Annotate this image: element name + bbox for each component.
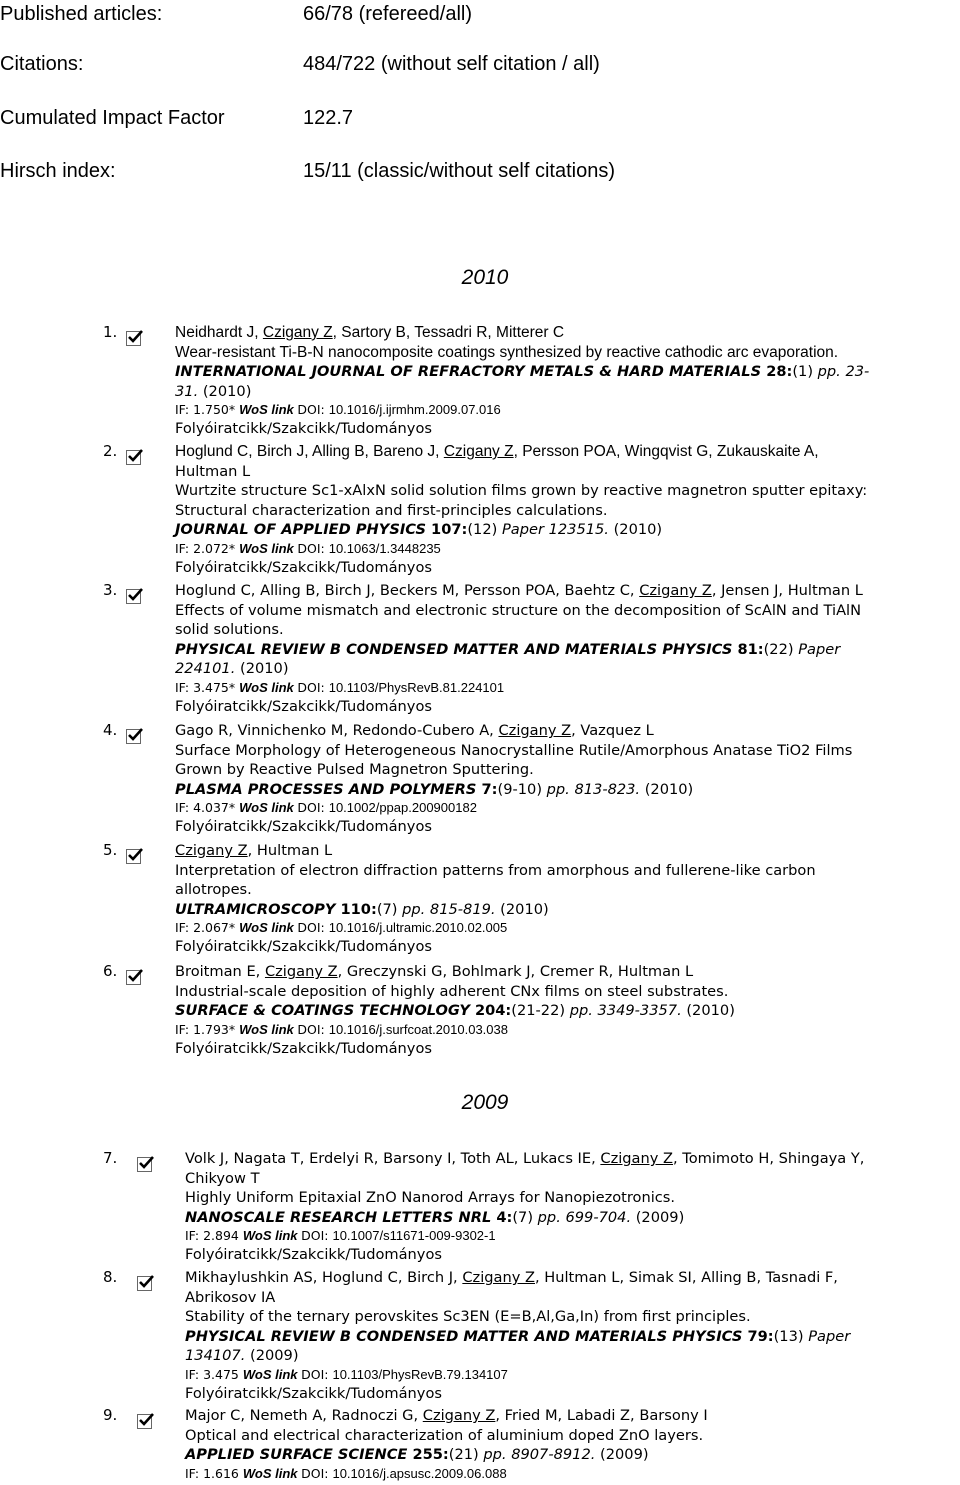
doi-link[interactable]: 10.1002/ppap.200900182 xyxy=(328,800,477,815)
stat-label: Cumulated Impact Factor xyxy=(0,107,225,129)
authors-text: , Vazquez L xyxy=(571,722,654,739)
journal-pages: pp. 699-704. xyxy=(537,1208,632,1226)
doi-link[interactable]: 10.1016/j.surfcoat.2010.03.038 xyxy=(328,1021,508,1037)
doi-link[interactable]: 10.1103/PhysRevB.81.224101 xyxy=(328,679,505,695)
authors-line xyxy=(175,581,960,601)
journal-volume: 255: xyxy=(412,1446,449,1463)
journal-line xyxy=(175,900,960,920)
coauthor-link[interactable]: Czigany Z xyxy=(462,1269,535,1286)
doi-label: DOI: xyxy=(297,540,329,556)
journal-volume: 7: xyxy=(481,780,498,798)
stat-value: 122.7 xyxy=(303,107,354,129)
coauthor-link[interactable]: Czigany Z xyxy=(422,1407,496,1424)
publication-number: 7. xyxy=(103,1149,118,1167)
doi-label: DOI: xyxy=(301,1366,333,1382)
authors-line xyxy=(175,962,960,982)
journal-volume: 4: xyxy=(496,1208,513,1226)
journal-pages: 31. xyxy=(175,382,199,400)
if-value: 1.616 xyxy=(203,1465,243,1481)
stat-label: Citations: xyxy=(0,53,84,75)
if-value: 3.475* xyxy=(193,679,240,695)
journal-name: INTERNATIONAL JOURNAL OF REFRACTORY METALS & HARD MATERIALS xyxy=(175,363,767,380)
journal-name: PHYSICAL REVIEW B CONDENSED MATTER AND MATERIALS PHYSICS xyxy=(185,1327,748,1345)
journal-issue: (12) xyxy=(467,521,502,538)
journal-name: APPLIED SURFACE SCIENCE xyxy=(185,1446,413,1463)
publication-number: 2. xyxy=(103,442,118,460)
if-label: IF: xyxy=(175,402,194,417)
authors-text: , Fried M, Labadi Z, Barsony I xyxy=(495,1407,708,1424)
article-title: Interpretation of electron diffraction patterns from amorphous and fullerene-like carbon xyxy=(175,861,816,879)
doi-link[interactable]: 10.1103/PhysRevB.79.134107 xyxy=(332,1366,508,1382)
category-line: Folyóiratcikk/Szakcikk/Tudományos xyxy=(185,1246,442,1263)
journal-line xyxy=(175,1001,960,1021)
publication-number: 6. xyxy=(103,962,118,980)
journal-line xyxy=(175,520,960,540)
authors-text: , Hultman L, Simak SI, Alling B, Tasnadi F, xyxy=(534,1269,838,1286)
if-label: IF: xyxy=(175,800,194,815)
stat-label: Published articles: xyxy=(0,3,163,25)
impact-factor-line xyxy=(175,1021,960,1039)
authors-text: Gago R, Vinnichenko M, Redondo-Cubero A, xyxy=(175,722,499,739)
checkbox-checked-icon[interactable] xyxy=(137,1157,152,1172)
if-value: 1.750* xyxy=(193,402,240,417)
category-line: Folyóiratcikk/Szakcikk/Tudományos xyxy=(175,697,432,715)
if-value: 2.894 xyxy=(203,1228,243,1243)
wos-link[interactable]: WoS link xyxy=(239,800,298,815)
journal-name: PHYSICAL REVIEW B CONDENSED MATTER AND MATERIALS PHYSICS xyxy=(175,640,738,658)
authors-text: , Persson POA, Wingqvist G, Zukauskaite A, xyxy=(513,443,819,460)
journal-volume: 81: xyxy=(737,640,764,658)
journal-pages: Paper xyxy=(798,640,841,658)
article-title: Stability of the ternary perovskites Sc3EN (E=B,Al,Ga,In) from first principles. xyxy=(185,1308,751,1325)
journal-line xyxy=(175,659,960,679)
publication-year: (2009) xyxy=(245,1347,299,1364)
impact-factor-line xyxy=(175,401,960,419)
coauthor-link[interactable]: Czigany Z xyxy=(600,1150,674,1167)
doi-link[interactable]: 10.1016/j.ultramic.2010.02.005 xyxy=(328,920,508,935)
journal-line xyxy=(175,640,960,660)
publication-year: (2010) xyxy=(640,780,694,798)
authors-line xyxy=(175,721,960,741)
publication-year: (2010) xyxy=(608,521,663,538)
article-title: Industrial-scale deposition of highly adherent CNx films on steel substrates. xyxy=(175,982,729,1000)
impact-factor-line xyxy=(185,1366,960,1384)
wos-link[interactable]: WoS link xyxy=(239,1021,298,1037)
journal-pages: Paper 123515. xyxy=(501,521,609,538)
article-title: Surface Morphology of Heterogeneous Nanocrystalline Rutile/Amorphous Anatase TiO2 Films xyxy=(175,741,853,759)
if-label: IF: xyxy=(185,1465,204,1481)
journal-volume: 110: xyxy=(340,900,377,918)
publication-number: 5. xyxy=(103,841,118,859)
authors-text: Neidhardt J, xyxy=(175,324,263,341)
authors-line xyxy=(185,1169,960,1189)
checkbox-checked-icon[interactable] xyxy=(137,1414,152,1429)
journal-issue: (7) xyxy=(376,900,403,918)
authors-line xyxy=(185,1288,960,1308)
category-line: Folyóiratcikk/Szakcikk/Tudományos xyxy=(175,420,432,437)
publication-year: (2010) xyxy=(235,660,289,677)
journal-name: ULTRAMICROSCOPY xyxy=(175,900,341,918)
authors-line xyxy=(175,323,960,343)
authors-line xyxy=(175,442,960,462)
impact-factor-line xyxy=(175,919,960,937)
checkbox-checked-icon[interactable] xyxy=(126,970,141,985)
journal-name: NANOSCALE RESEARCH LETTERS NRL xyxy=(185,1208,497,1226)
coauthor-link[interactable]: Czigany Z xyxy=(639,582,712,599)
coauthor-link[interactable]: Czigany Z xyxy=(443,443,514,460)
journal-issue: (1) xyxy=(792,363,818,380)
publication-number: 3. xyxy=(103,581,118,599)
if-value: 1.793* xyxy=(193,1021,240,1037)
journal-issue: (22) xyxy=(763,640,799,658)
journal-pages: pp. 3349-3357. xyxy=(569,1002,682,1019)
if-value: 2.072* xyxy=(193,540,240,556)
journal-issue: (7) xyxy=(512,1208,538,1226)
coauthor-link[interactable]: Czigany Z xyxy=(264,963,338,980)
if-label: IF: xyxy=(185,1366,204,1382)
journal-volume: 79: xyxy=(747,1327,774,1345)
journal-pages: pp. 813-823. xyxy=(546,780,641,798)
year-heading-2010: 2010 xyxy=(461,266,509,289)
publication-details xyxy=(185,1149,960,1265)
category-line: Folyóiratcikk/Szakcikk/Tudományos xyxy=(175,938,432,955)
publication-year: (2010) xyxy=(495,900,549,918)
impact-factor-line xyxy=(175,540,960,558)
category-line: Folyóiratcikk/Szakcikk/Tudományos xyxy=(175,558,432,576)
journal-issue: (13) xyxy=(773,1327,809,1345)
wos-link[interactable]: WoS link xyxy=(239,540,298,556)
article-title: Wear-resistant Ti-B-N nanocomposite coatings synthesized by reactive cathodic arc evaporation. xyxy=(175,343,839,361)
category-line: Folyóiratcikk/Szakcikk/Tudományos xyxy=(185,1384,442,1402)
if-label: IF: xyxy=(175,679,194,695)
journal-pages: pp. 815-819. xyxy=(402,900,496,918)
article-title: Grown by Reactive Pulsed Magnetron Sputtering. xyxy=(175,761,534,778)
impact-factor-line xyxy=(185,1465,960,1483)
if-value: 3.475 xyxy=(203,1366,243,1382)
wos-link[interactable]: WoS link xyxy=(239,920,298,935)
article-title: solid solutions. xyxy=(175,621,284,638)
publication-year: (2010) xyxy=(198,382,252,400)
if-label: IF: xyxy=(175,920,194,935)
coauthor-link[interactable]: Czigany Z xyxy=(262,324,333,341)
journal-issue: (9-10) xyxy=(497,780,547,798)
checkbox-checked-icon[interactable] xyxy=(126,450,141,465)
publication-number: 9. xyxy=(103,1406,118,1424)
authors-text: , Greczynski G, Bohlmark J, Cremer R, Hultman L xyxy=(337,963,694,980)
journal-line xyxy=(175,780,960,800)
publication-details xyxy=(175,721,960,837)
authors-text: , Sartory B, Tessadri R, Mitterer C xyxy=(332,324,565,341)
article-title: allotropes. xyxy=(175,881,252,898)
authors-text: Volk J, Nagata T, Erdelyi R, Barsony I, Toth AL, Lukacs IE, xyxy=(185,1150,601,1167)
stat-label: Hirsch index: xyxy=(0,160,116,182)
if-value: 4.037* xyxy=(193,800,240,815)
checkbox-checked-icon[interactable] xyxy=(126,849,141,864)
doi-link[interactable]: 10.1016/j.ijrmhm.2009.07.016 xyxy=(328,402,501,417)
checkbox-checked-icon[interactable] xyxy=(137,1276,152,1291)
if-label: IF: xyxy=(185,1228,204,1243)
journal-line xyxy=(185,1327,960,1347)
journal-pages: 224101. xyxy=(175,660,236,677)
authors-line xyxy=(185,1149,960,1169)
authors-text: Hoglund C, Birch J, Alling B, Bareno J, xyxy=(175,443,444,460)
doi-label: DOI: xyxy=(301,1465,333,1481)
stat-value: 15/11 (classic/without self citations) xyxy=(303,160,615,182)
coauthor-link[interactable]: Czigany Z xyxy=(498,722,572,739)
stat-value: 484/722 (without self citation / all) xyxy=(303,53,600,75)
authors-line xyxy=(185,1406,960,1426)
authors-text: Chikyow T xyxy=(185,1169,260,1187)
publication-details xyxy=(175,581,960,716)
authors-text: Hultman L xyxy=(175,462,251,480)
authors-text: , Hultman L xyxy=(247,842,333,859)
wos-link[interactable]: WoS link xyxy=(239,679,298,695)
journal-pages: pp. 23- xyxy=(817,363,870,380)
authors-text: , Tomimoto H, Shingaya Y, xyxy=(673,1150,865,1167)
if-value: 2.067* xyxy=(193,920,240,935)
category-line: Folyóiratcikk/Szakcikk/Tudományos xyxy=(175,818,432,835)
journal-name: SURFACE & COATINGS TECHNOLOGY xyxy=(175,1002,475,1019)
journal-name: JOURNAL OF APPLIED PHYSICS xyxy=(175,521,432,538)
authors-text: Mikhaylushkin AS, Hoglund C, Birch J, xyxy=(185,1269,463,1286)
article-title: Structural characterization and first-principles calculations. xyxy=(175,501,608,519)
publication-year: (2009) xyxy=(595,1446,649,1463)
checkbox-checked-icon[interactable] xyxy=(126,589,141,604)
doi-label: DOI: xyxy=(297,800,329,815)
journal-volume: 204: xyxy=(474,1002,512,1019)
category-line: Folyóiratcikk/Szakcikk/Tudományos xyxy=(175,1039,432,1057)
authors-text: , Jensen J, Hultman L xyxy=(711,582,863,599)
doi-label: DOI: xyxy=(297,1021,329,1037)
stat-published xyxy=(0,0,960,28)
publication-details xyxy=(185,1268,960,1403)
wos-link[interactable]: WoS link xyxy=(242,1366,302,1382)
doi-link[interactable]: 10.1016/j.apsusc.2009.06.088 xyxy=(332,1465,507,1481)
year-heading-2009: 2009 xyxy=(461,1091,509,1114)
coauthor-link[interactable]: Czigany Z xyxy=(175,842,248,859)
wos-link[interactable]: WoS link xyxy=(242,1465,302,1481)
publication-number: 4. xyxy=(103,721,118,739)
publication-number: 1. xyxy=(103,323,118,341)
publication-details xyxy=(185,1406,960,1483)
stat-hirsch xyxy=(0,157,960,185)
authors-line xyxy=(185,1268,960,1288)
if-label: IF: xyxy=(175,1021,194,1037)
authors-line xyxy=(175,462,960,482)
article-title: Effects of volume mismatch and electronic structure on the decomposition of ScAlN and TiAlN xyxy=(175,601,862,619)
authors-text: Major C, Nemeth A, Radnoczi G, xyxy=(185,1407,423,1424)
impact-factor-line xyxy=(185,1227,960,1245)
journal-issue: (21-22) xyxy=(511,1002,570,1019)
article-title: Optical and electrical characterization of aluminium doped ZnO layers. xyxy=(185,1426,704,1444)
impact-factor-line xyxy=(175,799,960,817)
publication-details xyxy=(175,442,960,577)
publication-year: (2010) xyxy=(681,1002,735,1019)
doi-label: DOI: xyxy=(297,402,329,417)
article-title: Highly Uniform Epitaxial ZnO Nanorod Arrays for Nanopiezotronics. xyxy=(185,1189,676,1206)
journal-line xyxy=(185,1445,960,1465)
doi-label: DOI: xyxy=(297,920,329,935)
doi-link[interactable]: 10.1007/s11671-009-9302-1 xyxy=(332,1228,496,1243)
journal-name: PLASMA PROCESSES AND POLYMERS xyxy=(175,780,482,798)
checkbox-checked-icon[interactable] xyxy=(126,729,141,744)
journal-pages: Paper xyxy=(808,1327,851,1345)
article-title: Wurtzite structure Sc1-xAlxN solid solution films grown by reactive magnetron sputter epitaxy: xyxy=(175,482,868,499)
stat-value: 66/78 (refereed/all) xyxy=(303,3,472,25)
authors-text: Broitman E, xyxy=(175,963,265,980)
publication-details xyxy=(175,962,960,1058)
journal-volume: 28: xyxy=(766,363,793,380)
publication-number: 8. xyxy=(103,1268,118,1286)
publication-year: (2009) xyxy=(631,1208,685,1226)
journal-line xyxy=(175,382,960,402)
stat-citations xyxy=(0,50,960,78)
journal-line xyxy=(185,1346,960,1366)
wos-link[interactable]: WoS link xyxy=(242,1228,302,1243)
if-label: IF: xyxy=(175,540,194,556)
authors-text: Abrikosov IA xyxy=(185,1288,276,1306)
journal-pages: pp. 8907-8912. xyxy=(483,1446,596,1463)
authors-text: Hoglund C, Alling B, Birch J, Beckers M, Persson POA, Baehtz C, xyxy=(175,582,640,599)
doi-label: DOI: xyxy=(301,1228,333,1243)
journal-issue: (21) xyxy=(448,1446,484,1463)
journal-line xyxy=(175,362,960,382)
authors-line xyxy=(175,841,960,861)
publication-details xyxy=(175,841,960,957)
doi-link[interactable]: 10.1063/1.3448235 xyxy=(328,540,441,556)
wos-link[interactable]: WoS link xyxy=(239,402,298,417)
checkbox-checked-icon[interactable] xyxy=(126,331,141,346)
stat-impact-factor xyxy=(0,104,960,132)
journal-pages: 134107. xyxy=(185,1347,246,1364)
doi-label: DOI: xyxy=(297,679,329,695)
journal-volume: 107: xyxy=(431,521,468,538)
impact-factor-line xyxy=(175,679,960,697)
publication-details xyxy=(175,323,960,439)
journal-line xyxy=(185,1208,960,1228)
